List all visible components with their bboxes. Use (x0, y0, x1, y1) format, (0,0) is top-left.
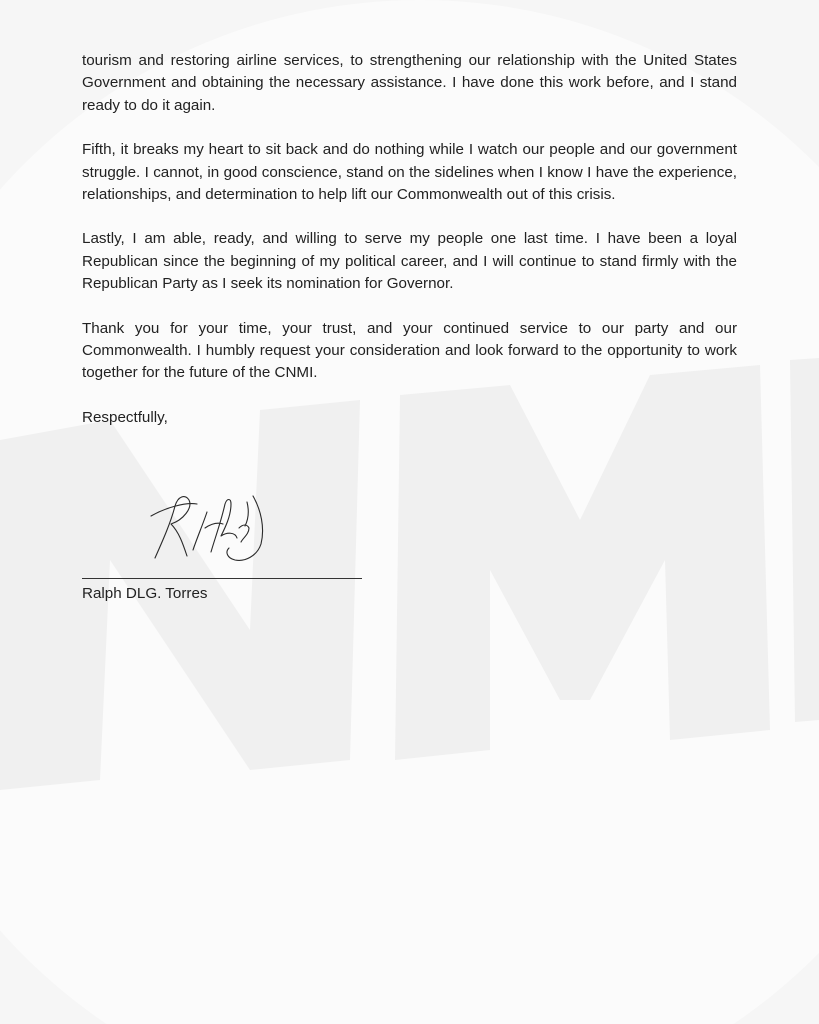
paragraph-fifth: Fifth, it breaks my heart to sit back and do nothing while I watch our people and our government struggle. I cannot, in good conscience, stand on the sidelines when I know I have the experience, relationships, and determination to help lift our Commonwealth out of this crisis. (82, 141, 737, 204)
letter-body (82, 50, 737, 429)
paragraph-lastly: Lastly, I am able, ready, and willing to serve my people one last time. I have been a loyal Republican since the beginning of my political career, and I will continue to stand firmly with the Republican Party as I seek its nomination for Governor. (82, 230, 737, 293)
closing-salutation: Respectfully, (82, 408, 168, 426)
paragraph-thank-you: Thank you for your time, your trust, and your continued service to our party and our Commonwealth. I humbly request your consideration and look forward to the opportunity to work together for the future of the CNMI. (82, 319, 737, 382)
signature-image (145, 488, 275, 568)
signature-line (82, 578, 362, 579)
signer-name: Ralph DLG. Torres (82, 585, 208, 602)
paragraph-tourism: tourism and restoring airline services, to strengthening our relationship with the United States Government and obtaining the necessary assistance. I have done this work before, and I stand ready to do it again. (82, 52, 737, 114)
